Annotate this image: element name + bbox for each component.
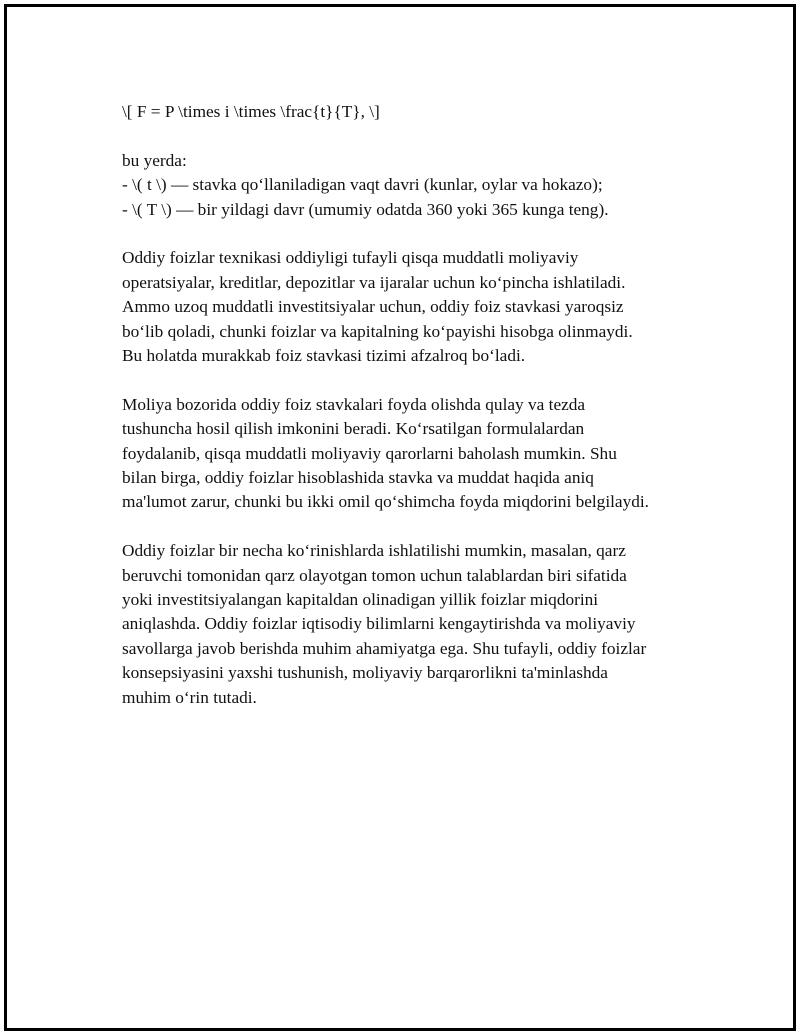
paragraph-line: bo‘lib qoladi, chunki foizlar va kapitalning ko‘payishi hisobga olinmaydi. [122,321,633,341]
definitions-intro: bu yerda: [122,150,187,170]
paragraph-line: ma'lumot zarur, chunki bu ikki omil qo‘shimcha foyda miqdorini belgilaydi. [122,492,650,512]
paragraph-2 [122,393,702,515]
definition-item-t: - \( t \) — stavka qo‘llaniladigan vaqt davri (kunlar, oylar va hokazo); [122,175,603,195]
paragraph-line: konsepsiyasini yaxshi tushunish, moliyaviy barqarorlikni ta'minlashda [122,663,608,683]
paragraph-line: Moliya bozorida oddiy foiz stavkalari foyda olishda qulay va tezda [122,394,586,414]
document-body [122,100,702,734]
page-frame [4,4,796,1031]
paragraph-line: muhim o‘rin tutadi. [122,687,257,707]
paragraph-line: savollarga javob berishda muhim ahamiyatga ega. Shu tufayli, oddiy foizlar [122,638,647,658]
paragraph-line: aniqlashda. Oddiy foizlar iqtisodiy bilimlarni kengaytirishda va moliyaviy [122,614,636,634]
definition-item-T: - \( T \) — bir yildagi davr (umumiy odatda 360 yoki 365 kunga teng). [122,199,609,219]
paragraph-line: bilan birga, oddiy foizlar hisoblashida stavka va muddat haqida aniq [122,468,594,488]
paragraph-line: operatsiyalar, kreditlar, depozitlar va ijaralar uchun ko‘pincha ishlatiladi. [122,272,626,292]
paragraph-line: Oddiy foizlar texnikasi oddiyligi tufayli qisqa muddatli moliyaviy [122,248,579,268]
paragraph-3 [122,539,702,710]
paragraph-line: Ammo uzoq muddatli investitsiyalar uchun, oddiy foiz stavkasi yaroqsiz [122,297,624,317]
paragraph-line: tushuncha hosil qilish imkonini beradi. Ko‘rsatilgan formulalardan [122,419,585,439]
paragraph-line: Bu holatda murakkab foiz stavkasi tizimi afzalroq bo‘ladi. [122,346,526,366]
definitions-block [122,149,702,222]
paragraph-line: beruvchi tomonidan qarz olayotgan tomon uchun talablardan biri sifatida [122,565,627,585]
paragraph-1 [122,246,702,368]
formula-line: \[ F = P \times i \times \frac{t}{T}, \] [122,102,380,121]
paragraph-line: foydalanib, qisqa muddatli moliyaviy qarorlarni baholash mumkin. Shu [122,443,617,463]
paragraph-line: yoki investitsiyalangan kapitaldan olinadigan yillik foizlar miqdorini [122,590,599,610]
paragraph-line: Oddiy foizlar bir necha ko‘rinishlarda ishlatilishi mumkin, masalan, qarz [122,541,626,561]
